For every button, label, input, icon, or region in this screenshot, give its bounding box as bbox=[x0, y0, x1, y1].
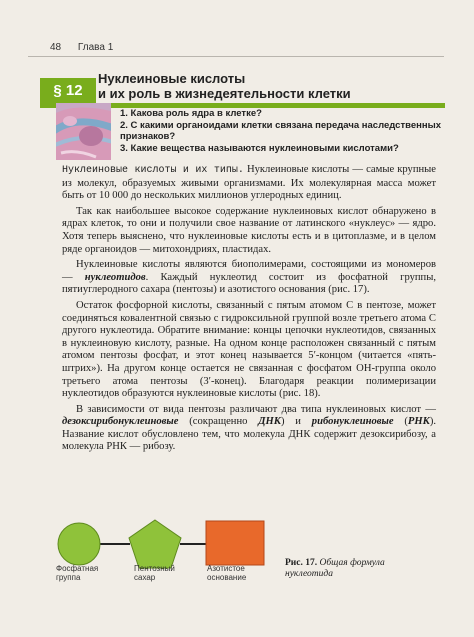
paragraph-4: Остаток фосфорной кислоты, связанный с пятым атомом С в пентозе, может соединяться ковалентной связью с гидроксильной группой возле третьего атома С другого нуклеотида. Обратите внимание: концы цепочки нуклеотидов, связанных в нуклеиновую кислоту, разные. На одном конце расположен связанный с пятым атомом пентозы фосфат, и этот конец называется 5′-концом (читается «пять-штрих»). На другом конце остается не связанная с фосфатом ОН-группа около третьего атома пентозы (3′-конец). Благодаря реакции полимеризации нуклеотидов образуются нуклеиновые кислоты (рис. 18). bbox=[62, 299, 436, 400]
paragraph-text: (сокращенно bbox=[178, 416, 259, 428]
section-title-line2: и их роль в жизнедеятельности клетки bbox=[98, 86, 351, 101]
paragraph-2: Так как наибольшее высокое содержание нуклеиновых кислот обнаружено в ядрах клеток, то они и получили свое название от латинского «нуклеус» — ядро. Хотя теперь выяснено, что нуклеиновые кислоты есть и в цитоплазме, и в целом ряде органоидов — митохондриях, пластидах. bbox=[62, 205, 436, 255]
paragraph-text: Нуклеиновые кислоты являются биополимерами, состоящими из мономеров — bbox=[62, 259, 436, 283]
section-title bbox=[98, 71, 351, 101]
figure-17 bbox=[54, 516, 444, 588]
question-item: 3. Какие вещества называются нуклеиновыми кислотами? bbox=[120, 143, 399, 154]
paragraph-text: . Каждый нуклеотид состоит из фосфатной группы, пятиуглеродного сахара (пентозы) и азотистого основания (рис. 17). bbox=[62, 271, 436, 296]
body-text bbox=[62, 164, 436, 454]
header-divider bbox=[28, 56, 444, 57]
cell-micrograph-image bbox=[56, 103, 111, 160]
paragraph-1 bbox=[62, 164, 436, 203]
figure-caption-text: Общая формула нуклеотида bbox=[285, 558, 385, 579]
abbr-rna: РНК bbox=[407, 416, 430, 428]
paragraph-text: ). Название кислот обусловлено тем, что молекула ДНК содержит дезоксирибозу, а молекула РНК — рибозу. bbox=[62, 416, 436, 453]
paragraph-text: ) и bbox=[280, 416, 312, 428]
paragraph-lead: Нуклеиновые кислоты и их типы. bbox=[62, 165, 244, 176]
chapter-label: Глава 1 bbox=[77, 42, 114, 53]
phosphate-group-label bbox=[56, 564, 98, 582]
label-line: Фосфатная bbox=[56, 564, 99, 573]
pentose-sugar-shape bbox=[129, 520, 181, 568]
question-item: 2. С какими органоидами клетки связана передача наследственных признаков? bbox=[120, 120, 441, 142]
page-header bbox=[50, 42, 113, 53]
term-rna: рибонуклеиновые bbox=[311, 416, 394, 428]
paragraph-text: Нуклеиновые кислоты — самые крупные из молекул, образуемых живыми организмами. Их молекулярная масса может быть от 10 000 до нескольких миллионов углеродных единиц. bbox=[62, 164, 437, 202]
paragraph-5 bbox=[62, 404, 436, 454]
paragraph-text: ( bbox=[393, 416, 408, 428]
paragraph-text: В зависимости от вида пентозы различают два типа нуклеиновых кислот — bbox=[76, 403, 436, 415]
figure-number: Рис. 17. bbox=[285, 558, 318, 568]
term-dna: дезоксирибонуклеиновые bbox=[62, 416, 179, 428]
nitrogenous-base-label bbox=[207, 564, 246, 582]
label-line: группа bbox=[56, 573, 81, 582]
question-item: 1. Какова роль ядра в клетке? bbox=[120, 108, 262, 119]
section-title-line1: Нуклеиновые кислоты bbox=[98, 71, 246, 86]
paragraph-3 bbox=[62, 259, 436, 297]
label-line: основание bbox=[207, 573, 247, 582]
page-number: 48 bbox=[50, 42, 62, 53]
review-questions bbox=[120, 108, 450, 155]
abbr-dna: ДНК bbox=[258, 416, 281, 428]
label-line: Азотистое bbox=[207, 564, 245, 573]
label-line: сахар bbox=[134, 573, 156, 582]
term-nucleotides: нуклеотидов bbox=[84, 271, 146, 283]
nitrogenous-base-shape bbox=[206, 521, 264, 565]
label-line: Пентозный bbox=[134, 564, 175, 573]
figure-caption bbox=[285, 558, 425, 580]
pentose-sugar-label bbox=[134, 564, 175, 582]
phosphate-group-shape bbox=[58, 523, 100, 565]
section-number-badge: § 12 bbox=[40, 78, 96, 104]
